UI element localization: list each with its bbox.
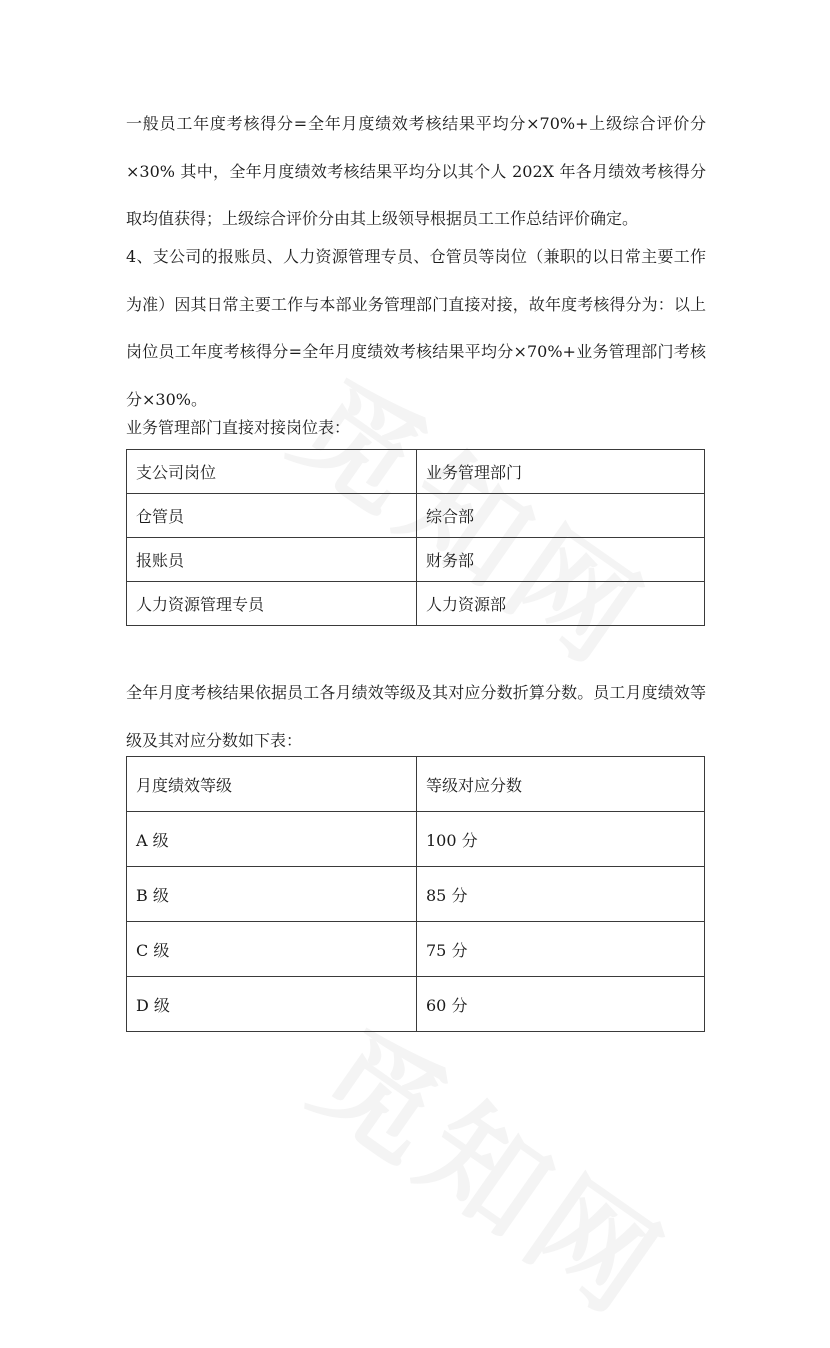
table-cell: 综合部 xyxy=(417,494,705,538)
grade-score-table xyxy=(126,756,705,1032)
table-cell: 仓管员 xyxy=(127,494,417,538)
table-header-cell: 业务管理部门 xyxy=(417,450,705,494)
paragraph-monthly-grade-intro: 全年月度考核结果依据员工各月绩效等级及其对应分数折算分数。员工月度绩效等级及其对应分数如下表： xyxy=(126,683,706,750)
table1-title: 业务管理部门直接对接岗位表： xyxy=(126,418,351,437)
table-header-cell: 等级对应分数 xyxy=(417,757,705,812)
table-row xyxy=(127,582,705,626)
table-cell: 75 分 xyxy=(417,922,705,977)
table-header-cell: 支公司岗位 xyxy=(127,450,417,494)
table-cell: 100 分 xyxy=(417,812,705,867)
table-row xyxy=(127,538,705,582)
table-header-cell: 月度绩效等级 xyxy=(127,757,417,812)
table-cell: 人力资源部 xyxy=(417,582,705,626)
table-row xyxy=(127,812,705,867)
table-row xyxy=(127,922,705,977)
table-cell: D 级 xyxy=(127,977,417,1032)
position-department-table xyxy=(126,449,705,626)
watermark xyxy=(286,984,704,1348)
table-cell: 财务部 xyxy=(417,538,705,582)
paragraph-branch-positions: 4、支公司的报账员、人力资源管理专员、仓管员等岗位（兼职的以日常主要工作为准）因其日常主要工作与本部业务管理部门直接对接，故年度考核得分为：以上岗位员工年度考核得分=全年月度绩效考核结果平均分×70%+业务管理部门考核分×30%。 xyxy=(126,247,706,409)
table-header-row xyxy=(127,757,705,812)
table-cell: B 级 xyxy=(127,867,417,922)
table-cell: 60 分 xyxy=(417,977,705,1032)
table-row xyxy=(127,977,705,1032)
table-cell: A 级 xyxy=(127,812,417,867)
table-cell: 85 分 xyxy=(417,867,705,922)
paragraph-annual-score-formula: 一般员工年度考核得分=全年月度绩效考核结果平均分×70%+上级综合评价分×30% 其中，全年月度绩效考核结果平均分以其个人 202X 年各月绩效考核得分取均值获得；上级综合评价分由其上级领导根据员工工作总结评价确定。 xyxy=(126,114,706,228)
table-row xyxy=(127,867,705,922)
table-cell: C 级 xyxy=(127,922,417,977)
table-cell: 人力资源管理专员 xyxy=(127,582,417,626)
table-header-row xyxy=(127,450,705,494)
table-cell: 报账员 xyxy=(127,538,417,582)
table-row xyxy=(127,494,705,538)
